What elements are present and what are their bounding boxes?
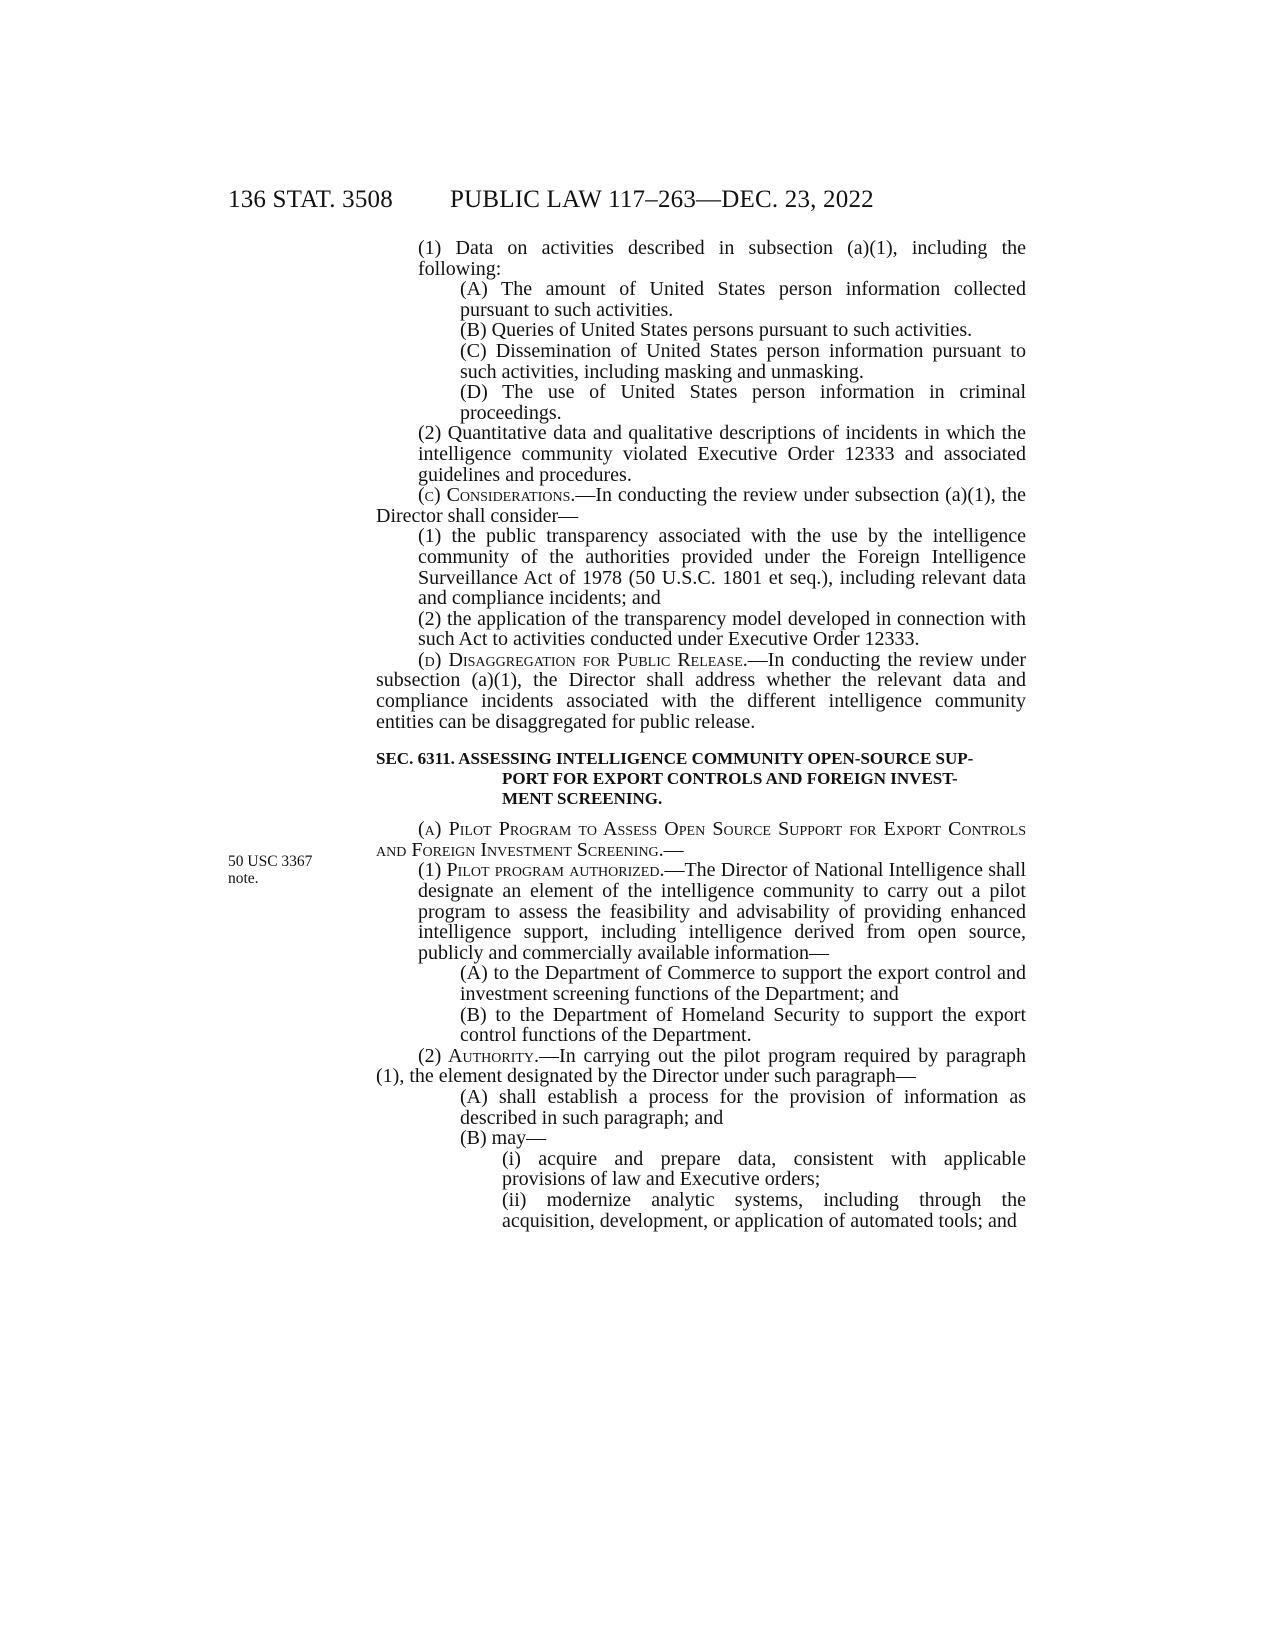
section-heading-line: SEC. 6311. ASSESSING INTELLIGENCE COMMUNITY OPEN-SOURCE SUP- bbox=[376, 749, 974, 769]
paragraph-c1: (1) the public transparency associated with the use by the intelligence community of the authorities provided under the Foreign Intelligence Surveillance Act of 1978 (50 U.S.C. 1801 et seq.), including relevant data and compliance incidents; and bbox=[418, 525, 1026, 610]
section-heading-line: PORT FOR EXPORT CONTROLS AND FOREIGN INVEST- bbox=[502, 769, 958, 789]
section-heading bbox=[376, 749, 1026, 809]
paragraph-c2: (2) the application of the transparency model developed in connection with such Act to activities conducted under Executive Order 12333. bbox=[418, 607, 1026, 651]
margin-citation bbox=[228, 853, 312, 887]
subsection-d-text: —In conducting the review under subsection (a)(1), the Director shall address whether the relevant data and compliance incidents associated with the different intelligence community entities can be disaggregated for public release. bbox=[376, 648, 1026, 733]
subparagraph-b1d: (D) The use of United States person information in criminal proceedings. bbox=[460, 381, 1026, 424]
subparagraph-a1B: (B) to the Department of Homeland Security to support the export control functions of the Department. bbox=[460, 1003, 1026, 1047]
paragraph-a2-heading: (2) Authority. bbox=[418, 1044, 540, 1067]
section-heading-line: MENT SCREENING. bbox=[502, 789, 663, 809]
subparagraph-a1A: (A) to the Department of Commerce to support the export control and investment screening functions of the Department; and bbox=[460, 962, 1026, 1005]
margin-citation-line: 50 USC 3367 bbox=[228, 853, 313, 870]
subsection-c-text: —In conducting the review under subsection (a)(1), the Director shall consider— bbox=[376, 484, 1026, 527]
paragraph-a1 bbox=[376, 860, 1026, 963]
subsection-a-heading: (a) Pilot Program to Assess Open Source Support for Export Controls and Foreign Investment Screening. bbox=[376, 818, 1026, 861]
subparagraph-a2B: (B) may— bbox=[460, 1127, 547, 1150]
subsection-d bbox=[376, 650, 1026, 732]
subsection-a bbox=[376, 819, 1026, 860]
subparagraph-b1c: (C) Dissemination of United States person information pursuant to such activities, including masking and unmasking. bbox=[460, 339, 1026, 383]
subsection-c bbox=[376, 485, 1026, 526]
page-reference: 136 STAT. 3508 bbox=[228, 186, 393, 213]
paragraph-a1-text: —The Director of National Intelligence shall designate an element of the intelligence community to carry out a pilot program to assess the feasibility and advisability of providing enhanced intelligence support, including intelligence derived from open source, publicly and commercially available information— bbox=[418, 859, 1026, 964]
paragraph-b1: (1) Data on activities described in subsection (a)(1), including the following: bbox=[418, 237, 1026, 280]
paragraph-b2: (2) Quantitative data and qualitative descriptions of incidents in which the intelligence community violated Executive Order 12333 and associated guidelines and procedures. bbox=[418, 422, 1026, 486]
statute-text bbox=[376, 238, 1026, 1231]
running-header-title: PUBLIC LAW 117–263—DEC. 23, 2022 bbox=[450, 186, 874, 213]
clause-a2Bi: (i) acquire and prepare data, consistent with applicable provisions of law and Executive orders; bbox=[502, 1147, 1026, 1191]
margin-citation-line: note. bbox=[228, 870, 259, 887]
clause-a2Bii: (ii) modernize analytic systems, including through the acquisition, development, or application of automated tools; and bbox=[502, 1188, 1026, 1232]
subparagraph-b1b: (B) Queries of United States persons pursuant to such activities. bbox=[460, 319, 973, 342]
subparagraph-b1a: (A) The amount of United States person information collected pursuant to such activities. bbox=[460, 278, 1026, 321]
subparagraph-a2A: (A) shall establish a process for the provision of information as described in such paragraph; and bbox=[460, 1085, 1026, 1129]
paragraph-a2 bbox=[376, 1046, 1026, 1087]
subsection-a-dash: — bbox=[663, 838, 684, 861]
paragraph-a1-heading: (1) Pilot program authorized. bbox=[418, 859, 665, 882]
paragraph-a2-text: —In carrying out the pilot program required by paragraph (1), the element designated by the Director under such paragraph— bbox=[376, 1044, 1026, 1088]
subsection-c-heading: (c) Considerations. bbox=[418, 484, 576, 507]
subsection-d-heading: (d) Disaggregation for Public Release. bbox=[418, 648, 748, 671]
